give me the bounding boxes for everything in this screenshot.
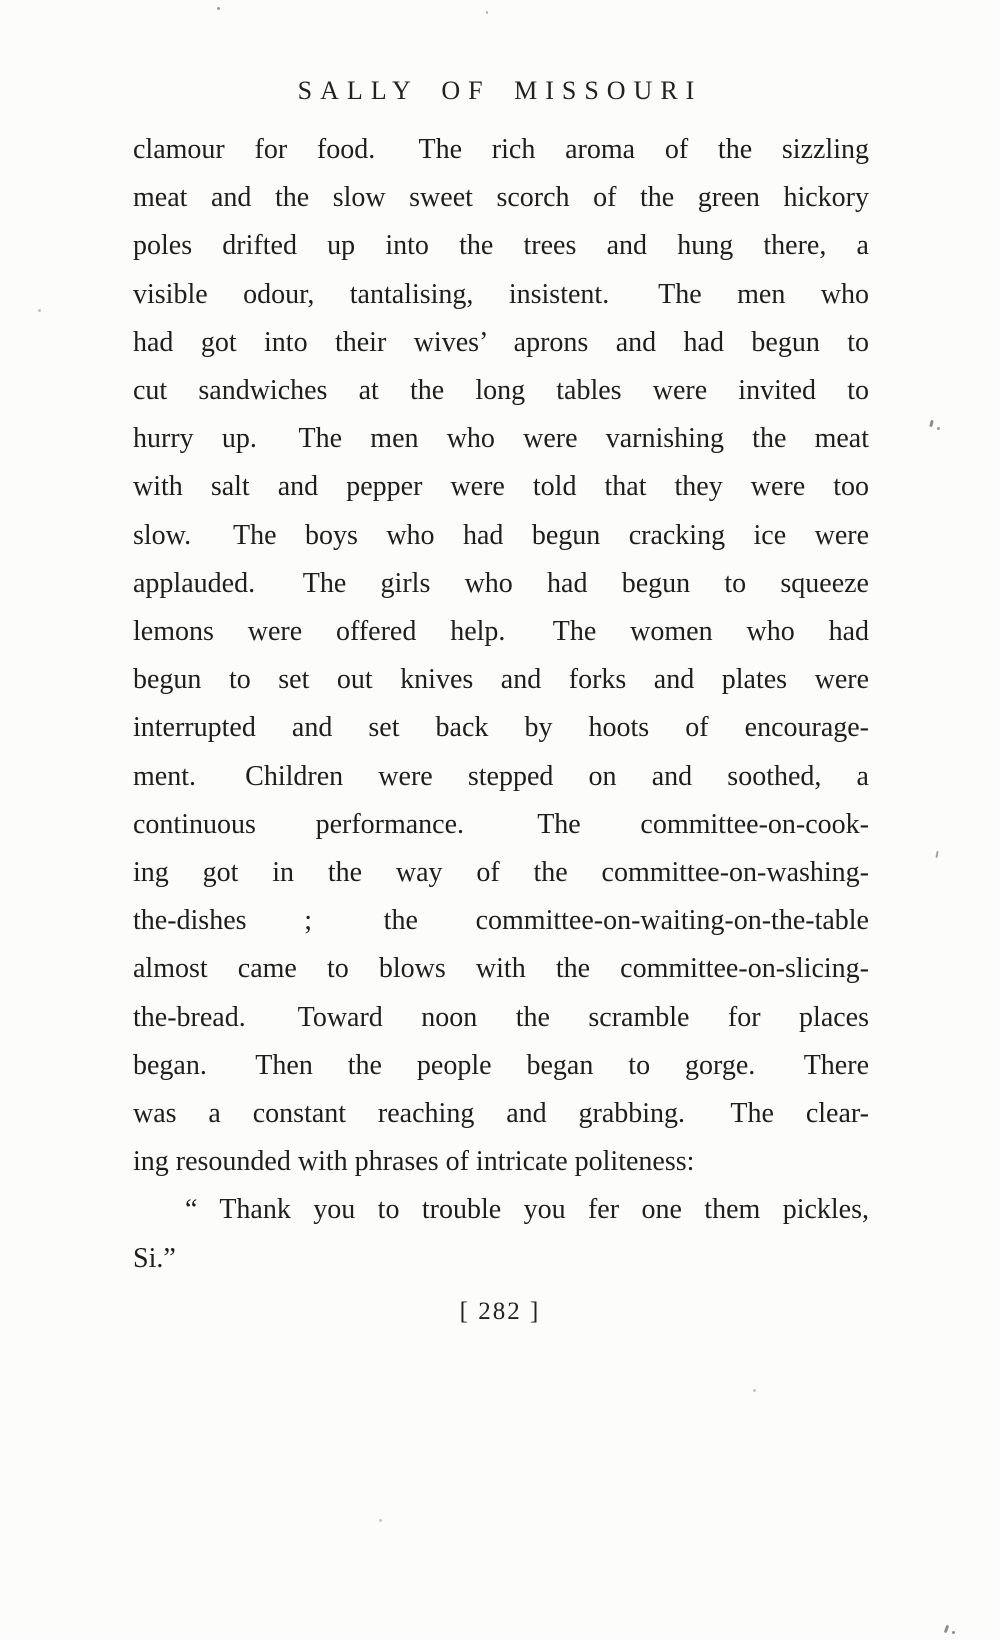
text-line: applauded. The girls who had begun to squeeze: [133, 567, 869, 599]
page-title: SALLY OF MISSOURI: [297, 76, 703, 105]
scan-artifact: [944, 1625, 950, 1634]
text-line: the-bread. Toward noon the scramble for places: [133, 1001, 869, 1033]
scan-artifact: [937, 427, 940, 430]
text-line: the-dishes ; the committee-on-waiting-on-the-table: [133, 905, 869, 937]
page-number: [ 282 ]: [459, 1298, 541, 1325]
text-line: ing got in the way of the committee-on-washing-: [133, 857, 869, 889]
scan-artifact: [753, 1389, 756, 1392]
scan-artifact: [217, 7, 220, 10]
text-line: clamour for food. The rich aroma of the sizzling: [133, 134, 869, 165]
text-line: interrupted and set back by hoots of encourage-: [133, 712, 869, 744]
text-line: with salt and pepper were told that they were too: [133, 471, 869, 503]
text-line: began. Then the people began to gorge. There: [133, 1049, 869, 1081]
text-line: almost came to blows with the committee-on-slicing-: [133, 953, 869, 985]
scan-artifact: [38, 309, 41, 312]
text-line: continuous performance. The committee-on-cook-: [133, 808, 869, 840]
text-line: meat and the slow sweet scorch of the green hickory: [133, 182, 869, 214]
scan-artifact: [379, 1519, 382, 1522]
text-line: cut sandwiches at the long tables were invited to: [133, 375, 869, 407]
body-text: [133, 126, 869, 1283]
text-line: was a constant reaching and grabbing. The clear-: [133, 1098, 869, 1130]
scan-artifact: [929, 420, 934, 428]
text-line: slow. The boys who had begun cracking ice were: [133, 519, 869, 551]
text-line: ment. Children were stepped on and soothed, a: [133, 760, 869, 792]
scan-artifact: [952, 1631, 955, 1634]
scan-artifact: [935, 851, 938, 858]
text-line: “ Thank you to trouble you fer one them pickles,: [185, 1194, 869, 1226]
scan-artifact: [486, 11, 488, 14]
text-line: ing resounded with phrases of intricate politeness:: [133, 1146, 695, 1178]
text-line: hurry up. The men who were varnishing the meat: [133, 423, 869, 455]
text-line: poles drifted up into the trees and hung there, a: [133, 230, 869, 262]
text-line: Si.”: [133, 1242, 176, 1274]
text-line: begun to set out knives and forks and plates were: [133, 664, 869, 696]
text-line: had got into their wives’ aprons and had begun to: [133, 326, 869, 358]
text-line: visible odour, tantalising, insistent. The men who: [133, 278, 869, 310]
text-line: lemons were offered help. The women who had: [133, 616, 869, 648]
